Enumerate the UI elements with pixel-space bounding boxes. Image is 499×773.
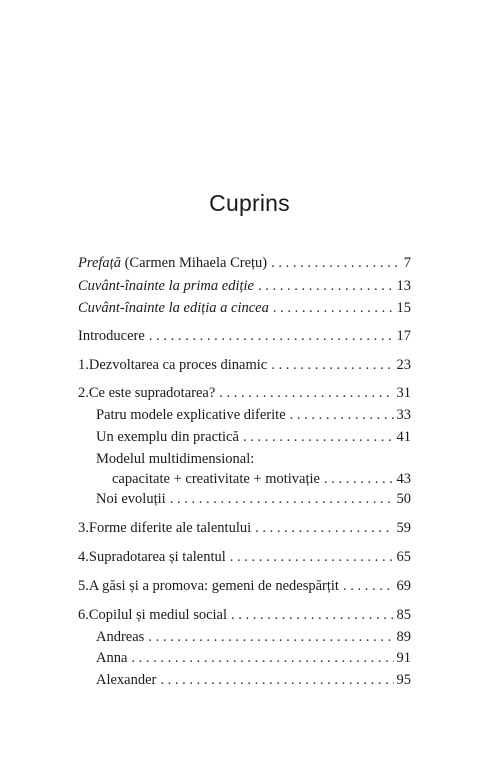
toc-entry-introducere[interactable] [78, 326, 411, 346]
toc-page-number: 65 [396, 549, 411, 565]
toc-entry-section[interactable] [96, 670, 411, 690]
toc-entry-section[interactable] [96, 405, 411, 425]
toc-entry-chapter-5[interactable] [78, 576, 411, 596]
toc-entry-chapter-6[interactable] [78, 605, 411, 625]
dot-leader [230, 547, 394, 567]
toc-page-number: 89 [396, 629, 411, 645]
dot-leader [273, 298, 394, 318]
toc-page-number: 15 [396, 300, 411, 316]
toc-entry-chapter-3[interactable] [78, 518, 411, 538]
dot-leader [324, 469, 394, 489]
toc-label: (Carmen Mihaela Crețu) [120, 255, 268, 271]
dot-leader [343, 576, 394, 596]
toc-label: A găsi și a promova: gemeni de nedespărțit [88, 578, 339, 594]
toc-label: Anna [96, 650, 128, 666]
dot-leader [219, 383, 393, 403]
toc-label: Noi evoluții [96, 491, 166, 507]
chapter-number: 6. [78, 607, 89, 623]
dot-leader [255, 518, 393, 538]
toc-label: capacitate + creativitate + motivație [112, 471, 320, 487]
toc-entry-section[interactable] [96, 489, 411, 509]
toc-page-number: 23 [396, 357, 411, 373]
toc-label: Supradotarea și talentul [88, 549, 226, 565]
dot-leader [290, 405, 394, 425]
dot-leader [149, 326, 394, 346]
toc-label: Alexander [96, 672, 157, 688]
toc-label: Forme diferite ale talentului [88, 520, 252, 536]
toc-entry-cuvant-prima[interactable] [78, 276, 411, 296]
chapter-number: 1. [78, 357, 89, 373]
toc-label: Patru modele explicative diferite [96, 407, 286, 423]
toc-page-number: 31 [396, 385, 411, 401]
dot-leader [131, 648, 393, 668]
toc-label: Dezvoltarea ca proces dinamic [88, 357, 268, 373]
toc-page-number: 85 [396, 607, 411, 623]
toc-label: Un exemplu din practică [96, 429, 239, 445]
chapter-number: 3. [78, 520, 89, 536]
toc-entry-section[interactable] [96, 648, 411, 668]
toc-label-italic: Prefață [78, 255, 121, 271]
dot-leader [243, 427, 394, 447]
dot-leader [148, 627, 393, 647]
chapter-number: 2. [78, 385, 89, 401]
toc-entry-chapter-2[interactable] [78, 383, 411, 403]
page-title: Cuprins [209, 190, 290, 216]
dot-leader [160, 670, 393, 690]
toc-entry-section[interactable] [96, 627, 411, 647]
toc-page-number: 33 [396, 407, 411, 423]
toc-label-italic: Cuvânt-înainte la ediția a cincea [78, 300, 269, 316]
chapter-number: 5. [78, 578, 89, 594]
toc-label: Ce este supradotarea? [88, 385, 216, 401]
dot-leader [271, 253, 401, 273]
dot-leader [258, 276, 394, 296]
toc-entry-section-heading[interactable] [96, 449, 411, 469]
toc-page-number: 41 [396, 429, 411, 445]
chapter-number: 4. [78, 549, 89, 565]
toc-page-number: 50 [396, 491, 411, 507]
toc-label: Copilul și mediul social [88, 607, 228, 623]
toc-entry-cuvant-cincea[interactable] [78, 298, 411, 318]
toc-entry-chapter-1[interactable] [78, 355, 411, 375]
toc-page-number: 13 [396, 278, 411, 294]
toc-label: Introducere [78, 328, 145, 344]
toc-page-number: 69 [396, 578, 411, 594]
toc-page-number: 7 [403, 255, 411, 271]
toc-page-number: 43 [396, 471, 411, 487]
toc-page-number: 17 [396, 328, 411, 344]
toc-entry-section[interactable] [96, 469, 411, 489]
toc-page-number: 91 [396, 650, 411, 666]
dot-leader [271, 355, 393, 375]
toc-entry-section[interactable] [96, 427, 411, 447]
dot-leader [231, 605, 393, 625]
toc-label-italic: Cuvânt-înainte la prima ediție [78, 278, 254, 294]
toc-label: Andreas [96, 629, 145, 645]
toc-entry-chapter-4[interactable] [78, 547, 411, 567]
toc-label: Modelul multidimensional: [96, 451, 255, 467]
toc-page-number: 59 [396, 520, 411, 536]
dot-leader [170, 489, 394, 509]
toc-page-number: 95 [396, 672, 411, 688]
toc-entry-prefata[interactable] [78, 253, 411, 273]
